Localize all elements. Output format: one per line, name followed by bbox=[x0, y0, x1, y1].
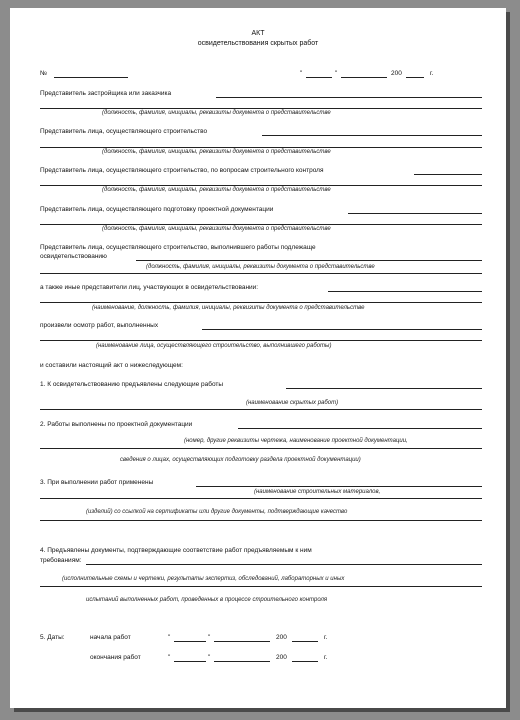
start-day-line bbox=[174, 641, 206, 642]
item3-line-3 bbox=[40, 520, 482, 521]
doc-title: АКТ bbox=[251, 30, 265, 37]
rep-customer-line bbox=[216, 97, 482, 98]
hint-others: (наименование, должность, фамилия, инициалы, реквизиты документа о представительстве bbox=[92, 305, 365, 311]
end-day-line bbox=[174, 661, 206, 662]
item4-label-1: 4. Предъявлены документы, подтверждающие соответствие работ предъявляемым к ним bbox=[40, 547, 312, 554]
rep-performer-line-2 bbox=[40, 273, 482, 274]
hint-item2a: (номер, другие реквизиты чертежа, наименование проектной документации, bbox=[184, 438, 408, 444]
hint-item2b: сведения о лицах, осуществляющих подготовку раздела проектной документации) bbox=[120, 457, 361, 463]
doc-subtitle: освидетельствования скрытых работ bbox=[197, 40, 319, 47]
hint-control: (должность, фамилия, инициалы, реквизиты документа о представительстве bbox=[102, 187, 331, 193]
start-g: г. bbox=[324, 634, 328, 641]
hint-builder: (должность, фамилия, инициалы, реквизиты документа о представительстве bbox=[102, 149, 331, 155]
item1-line bbox=[286, 388, 482, 389]
hint-item3b: (изделий) со ссылкой на сертификаты или другие документы, подтверждающие качество bbox=[86, 509, 348, 515]
rep-builder-line bbox=[262, 135, 482, 136]
item2-line-2 bbox=[40, 448, 482, 449]
hint-inspection: (наименование лица, осуществляющего строительство, выполнившего работы) bbox=[96, 343, 332, 349]
hint-item3a: (наименование строительных материалов, bbox=[254, 489, 381, 495]
date-suffix: г. bbox=[430, 70, 434, 77]
item1-line-2 bbox=[40, 409, 482, 410]
date-quote-open: " bbox=[300, 70, 303, 77]
item2-label: 2. Работы выполнены по проектной документации bbox=[40, 421, 193, 428]
inspection-line-2 bbox=[40, 340, 482, 341]
end-year-line bbox=[292, 661, 318, 662]
document-page bbox=[10, 8, 506, 708]
end-g: г. bbox=[324, 654, 328, 661]
rep-control-label: Представитель лица, осуществляющего строительство, по вопросам строительного контроля bbox=[40, 167, 324, 174]
date-year: 200 bbox=[391, 70, 402, 77]
end-quote-close: " bbox=[208, 654, 211, 661]
rep-designer-line bbox=[348, 213, 482, 214]
end-month-line bbox=[214, 661, 270, 662]
number-line bbox=[54, 77, 128, 78]
hint-item4a: (исполнительные схемы и чертежи, результаты экспертиз, обследований, лабораторных и иных bbox=[62, 576, 345, 582]
others-label: а также иные представители лиц, участвующих в освидетельствовании: bbox=[40, 284, 259, 291]
rep-builder-label: Представитель лица, осуществляющего строительство bbox=[40, 128, 208, 135]
item3-line-2 bbox=[40, 498, 482, 499]
start-year: 200 bbox=[276, 634, 287, 641]
item2-line bbox=[238, 428, 482, 429]
rep-builder-line-2 bbox=[40, 147, 482, 148]
rep-performer-label-1: Представитель лица, осуществляющего строительство, выполнившего работы подлежаще bbox=[40, 244, 316, 251]
rep-designer-label: Представитель лица, осуществляющего подготовку проектной документации bbox=[40, 206, 274, 213]
item4-line bbox=[86, 564, 482, 565]
hint-designer: (должность, фамилия, инициалы, реквизиты документа о представительстве bbox=[102, 226, 331, 232]
compiled-text: и составили настоящий акт о нижеследующем: bbox=[40, 362, 183, 369]
date-month-line bbox=[341, 77, 387, 78]
item4-line-2 bbox=[40, 586, 482, 587]
date-day-line bbox=[306, 77, 332, 78]
start-label: начала работ bbox=[90, 634, 131, 641]
start-year-line bbox=[292, 641, 318, 642]
end-label: окончания работ bbox=[90, 654, 141, 661]
hint-item1: (наименование скрытых работ) bbox=[246, 400, 339, 406]
end-quote-open: " bbox=[168, 654, 171, 661]
number-label: № bbox=[40, 70, 47, 77]
rep-performer-line bbox=[136, 260, 482, 261]
start-month-line bbox=[214, 641, 270, 642]
others-line-2 bbox=[40, 302, 482, 303]
start-quote-close: " bbox=[208, 634, 211, 641]
others-line bbox=[328, 291, 482, 292]
date-quote-close: " bbox=[335, 70, 338, 77]
item3-line bbox=[196, 486, 482, 487]
hint-item4b: испытаний выполненных работ, проведенных в процессе строительного контроля bbox=[86, 597, 328, 603]
rep-customer-line-2 bbox=[40, 108, 482, 109]
rep-customer-label: Представитель застройщика или заказчика bbox=[40, 90, 172, 97]
item4-label-2: требованиям: bbox=[40, 557, 82, 564]
item5-label: 5. Даты: bbox=[40, 634, 65, 641]
end-year: 200 bbox=[276, 654, 287, 661]
inspection-label: произвели осмотр работ, выполненных bbox=[40, 322, 159, 329]
date-year-line bbox=[406, 77, 424, 78]
hint-performer: (должность, фамилия, инициалы, реквизиты документа о представительстве bbox=[146, 264, 375, 270]
rep-designer-line-2 bbox=[40, 224, 482, 225]
rep-control-line bbox=[414, 174, 482, 175]
inspection-line bbox=[202, 329, 482, 330]
rep-performer-label-2: освидетельствованию bbox=[40, 253, 107, 260]
item3-label: 3. При выполнении работ применены bbox=[40, 479, 154, 486]
item1-label: 1. К освидетельствованию предъявлены следующие работы bbox=[40, 381, 224, 388]
rep-control-line-2 bbox=[40, 185, 482, 186]
hint-customer: (должность, фамилия, инициалы, реквизиты документа о представительстве bbox=[102, 110, 331, 116]
start-quote-open: " bbox=[168, 634, 171, 641]
